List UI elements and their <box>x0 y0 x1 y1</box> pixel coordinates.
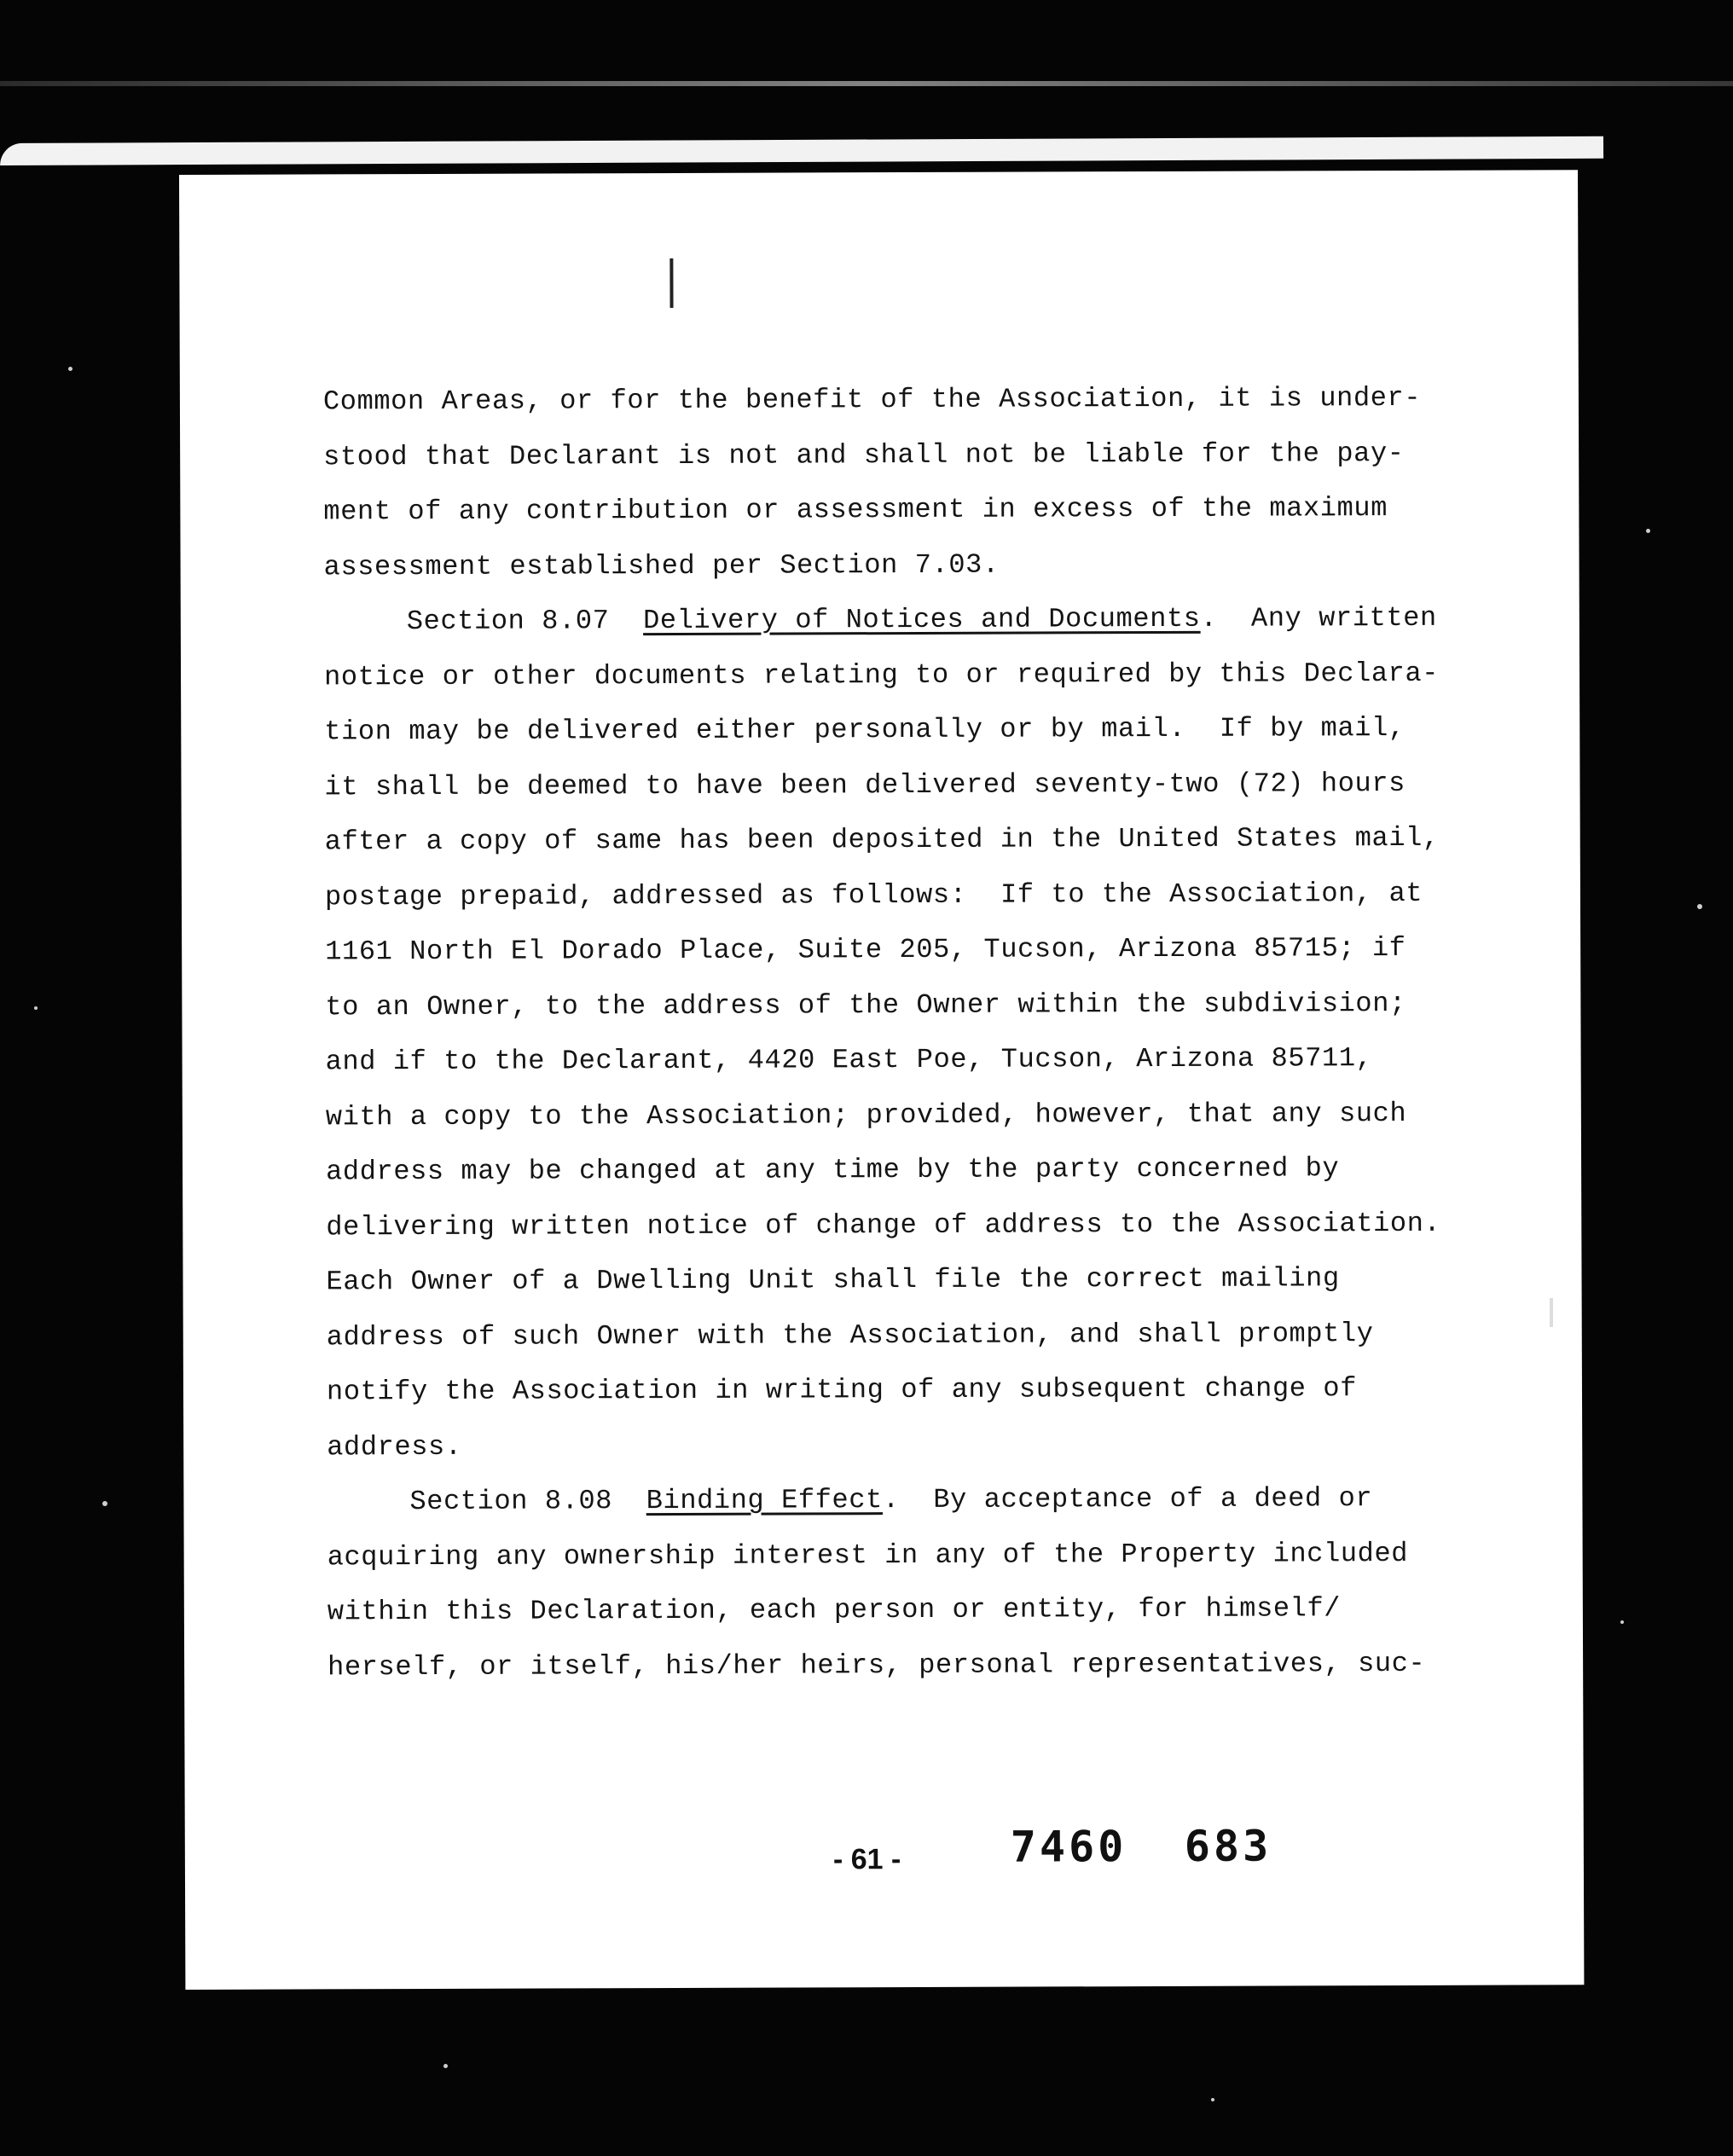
section-8-08-heading-line <box>327 1471 1452 1530</box>
text-line: assessment established per Section 7.03. <box>323 548 1000 582</box>
scan-speck <box>1620 1620 1624 1624</box>
text-line: address. <box>327 1430 462 1463</box>
scan-speck <box>34 1006 38 1010</box>
text-line: stood that Declarant is not and shall not be liable for the pay- <box>323 437 1405 472</box>
section-8-08-lead: . By acceptance of a deed or <box>882 1482 1373 1516</box>
text-line: Common Areas, or for the benefit of the Association, it is under- <box>322 381 1422 418</box>
text-line: notify the Association in writing of any subsequent change of <box>326 1372 1358 1408</box>
scan-speck <box>1211 2098 1214 2101</box>
page-number: - 61 - <box>832 1843 901 1876</box>
text-line: it shall be deemed to have been delivered seventy-two (72) hours <box>324 767 1406 803</box>
text-line: acquiring any ownership interest in any of the Property included <box>327 1537 1409 1573</box>
recording-page-number: 683 <box>1184 1821 1272 1871</box>
section-8-07-title: Delivery of Notices and Documents <box>643 602 1201 637</box>
scan-speck <box>68 367 72 371</box>
scan-edge <box>0 136 1603 165</box>
text-line: address may be changed at any time by the party concerned by <box>326 1152 1340 1188</box>
scan-speck <box>1646 529 1650 533</box>
text-line: delivering written notice of change of address to the Association. <box>326 1207 1441 1243</box>
scan-speck <box>102 1501 107 1506</box>
text-line: 1161 North El Dorado Place, Suite 205, Tucson, Arizona 85715; if <box>325 931 1406 968</box>
scan-speck <box>443 2064 448 2068</box>
text-line: ment of any contribution or assessment in excess of the maximum <box>323 492 1388 528</box>
section-8-07-heading-line <box>324 591 1450 650</box>
scan-band <box>0 81 1733 86</box>
text-line: address of such Owner with the Association, and shall promptly <box>326 1317 1374 1353</box>
recording-book-number: 7460 <box>1010 1822 1127 1872</box>
section-8-07-lead: . Any written <box>1200 601 1437 635</box>
scan-mark <box>1550 1298 1553 1327</box>
text-line: to an Owner, to the address of the Owner within the subdivision; <box>325 987 1406 1023</box>
text-line: with a copy to the Association; provided, however, that any such <box>325 1097 1407 1133</box>
text-line: herself, or itself, his/her heirs, personal representatives, suc- <box>327 1647 1426 1683</box>
scan-speck <box>1697 904 1702 909</box>
text-line: Each Owner of a Dwelling Unit shall file the correct mailing <box>326 1262 1340 1298</box>
section-8-08-label: Section 8.08 <box>409 1485 646 1518</box>
text-line: after a copy of same has been deposited in the United States mail, <box>324 821 1440 858</box>
text-line: and if to the Declarant, 4420 East Poe, Tucson, Arizona 85711, <box>325 1042 1373 1078</box>
text-line: tion may be delivered either personally or by mail. If by mail, <box>324 711 1406 748</box>
text-line: notice or other documents relating to or required by this Declara- <box>323 657 1440 693</box>
section-8-08-title: Binding Effect <box>646 1484 883 1517</box>
page-mark <box>669 258 673 308</box>
page-footer <box>185 1820 1584 1893</box>
section-8-07-label: Section 8.07 <box>406 605 644 638</box>
document-page <box>179 170 1584 1990</box>
text-line: postage prepaid, addressed as follows: If to the Association, at <box>324 877 1423 913</box>
body-text <box>323 371 1453 1695</box>
text-line: within this Declaration, each person or entity, for himself/ <box>327 1592 1342 1628</box>
